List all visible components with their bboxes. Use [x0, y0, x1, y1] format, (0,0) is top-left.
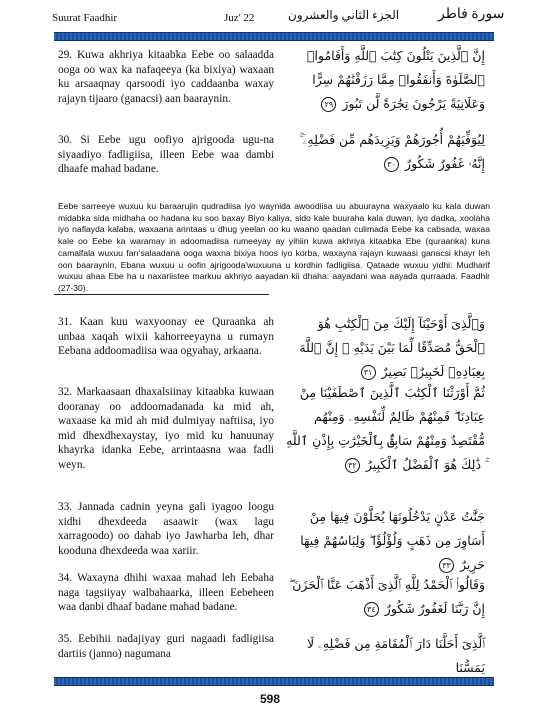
divider-rule [54, 294, 269, 295]
ayah-marker: ٣٤ [364, 602, 379, 617]
verse-35-translation: 35. Eebihii nadajiyay guri nagaadi fadligiisa dartiis (janno) nagumana [58, 633, 274, 660]
verse-32-translation: 32. Markaasaan dhaxalsiinay kitaabka kuwaan dooranay oo addoomadanada ka mid ah, waxaase ka mid ah mid dulmiyay naftiisa, iyo mid dhexdhexaystay, iyo mid ku hanuunay khayrka idanka Eebe, arrintaasna waa fadli weyn. [58, 386, 274, 471]
verse-30-translation: 30. Si Eebe ugu oofiyo ajrigooda ugu-na siyaadiyo fadligiisa, illeen Eebe waa dambi dhaafe mahad badane. [58, 134, 274, 176]
page-header [0, 0, 540, 32]
juz-label: Juz' 22 [224, 12, 255, 24]
verse-30-arabic: لِيُوَفِّيَهُمْ أُجُورَهُمْ وَيَزِيدَهُم مِّن فَضْلِهِۦٓ ۚ إِنَّهُۥ غَفُورٌ شَكُورٌ ٣٠ [299, 132, 485, 171]
verse-31-translation: 31. Kaan kuu waxyoonay ee Quraanka ah unbaa xaqah wixii kahorreeyayna u rumayn Eebana addoomadiisa waa ogyahay, arkaana. [58, 316, 274, 358]
verse-32-arabic: ثُمَّ أَوْرَثْنَا ٱلْكِتَٰبَ ٱلَّذِينَ ٱصْطَفَيْنَا مِنْ عِبَادِنَا ۖ فَمِنْهُمْ ظَالِمٌ لِّنَفْسِهِۦ وَمِنْهُم مُّقْتَصِدٌ وَمِنْهُمْ سَابِقٌۢ بِٱلْخَيْرَٰتِ بِإِذْنِ ٱللَّهِ ۚ ذَٰلِكَ هُوَ ٱلْفَضْلُ ٱلْكَبِيرُ ٣٢ [286, 385, 485, 472]
commentary: Eebe sarreeye wuxuu ku baraarujin qudradiisa iyo waynida awoodiisa uu abuurayna waxyaalo ku kala duwan midabka sida midhaha oo hadana ku soo baxay Biyo kaliya, sido kale buuraha kala duwan, iyo dadka, xoolaha iyo naflayda kalaba, waxaana arintaas u dhug yeelan oo ku waano qaadan culimada Eebe ka cabsada, waxaa kale oo Eebe ka waramay in adoomadiisa rumeeyay ay yihiin kuwa akhriya kitaabka Ebe (quraanka) kuna camalfala wuxuu farı'salaadana ooga waxna bixiya hoos iyo korba, waxayna rajayn kuwaasi ganacsi khayr leh oon baaraynin, Ebana wuxuu u oofin ajrigooda'wuxuuna u kordhin fadligiisa. Qataade wuxuu yidhi: Mudharif wuxuu ahaa Ebe ha u naxariistee markuu akhriyo aayadan kii dhaha: aayadani waa aayada qurraada. Faadhir (27-30). [58, 201, 490, 293]
surah-name: Suurat Faadhir [52, 12, 118, 24]
verse-33-arabic: جَنَّٰتُ عَدْنٍ يَدْخُلُونَهَا يُحَلَّوْنَ فِيهَا مِنْ أَسَاوِرَ مِن ذَهَبٍ وَلُؤْلُؤًا ۖ وَلِبَاسُهُمْ فِيهَا حَرِيرٌ ٣٣ [300, 509, 485, 572]
ayah-marker: ٣٠ [384, 157, 399, 172]
verse-35-arabic: ٱلَّذِىٓ أَحَلَّنَا دَارَ ٱلْمُقَامَةِ مِن فَضْلِهِۦ لَا يَمَسُّنَا [306, 636, 485, 675]
ayah-marker: ٢٩ [321, 97, 336, 112]
verse-34-arabic: وَقَالُوا۟ ٱلْحَمْدُ لِلَّهِ ٱلَّذِىٓ أَذْهَبَ عَنَّا ٱلْحَزَنَ ۖ إِنَّ رَبَّنَا لَغَفُورٌ شَكُورٌ ٣٤ [289, 577, 485, 616]
bottom-border-bar [54, 677, 494, 686]
top-border-bar [54, 32, 494, 41]
verse-34-translation: 34. Waxayna dhihi waxaa mahad leh Eebaha naga tagsiiyay walbahaarka, illeen Eebeheen waa danbi dhaaf badane mahad badane. [58, 572, 274, 614]
juz-arabic: الجزء الثاني والعشرون [288, 8, 400, 22]
verse-33-translation: 33. Jannada cadnin yeyna gali iyagoo loogu xidhi dhexdeeda asaawir (wax lagu xarragoodo) oo dahab iyo Jawharba leh, dhar kooduna dhexdeeda waa xariir. [58, 501, 274, 557]
verse-31-arabic: وَٱلَّذِىٓ أَوْحَيْنَآ إِلَيْكَ مِنَ ٱلْكِتَٰبِ هُوَ ٱلْحَقُّ مُصَدِّقًا لِّمَا بَيْنَ يَدَيْهِ ۗ إِنَّ ٱللَّهَ بِعِبَادِهِۦ لَخَبِيرٌۢ بَصِيرٌ ٣١ [299, 316, 485, 379]
surah-arabic: سورة فاطر [438, 7, 505, 22]
ayah-marker: ٣٣ [439, 558, 454, 573]
ayah-marker: ٣٢ [345, 458, 360, 473]
page-number: 598 [259, 692, 281, 706]
ayah-marker: ٣١ [361, 365, 376, 380]
verse-29-translation: 29. Kuwa akhriya kitaabka Eebe oo salaadda ooga oo wax ka nafaqeeya (ka bixiya) waxaan ku arsaaqnay qarsoodi iyo caddaanba waxay rajayn tijaaro (ganacsi) aan baaraynin. [58, 49, 274, 105]
verse-29-arabic: إِنَّ ٱلَّذِينَ يَتْلُونَ كِتَٰبَ ٱللَّهِ وَأَقَامُوا۟ ٱلصَّلَوٰةَ وَأَنفَقُوا۟ مِمَّا رَزَقْنَٰهُمْ سِرًّا وَعَلَانِيَةً يَرْجُونَ تِجَٰرَةً لَّن تَبُورَ ٢٩ [307, 48, 485, 111]
